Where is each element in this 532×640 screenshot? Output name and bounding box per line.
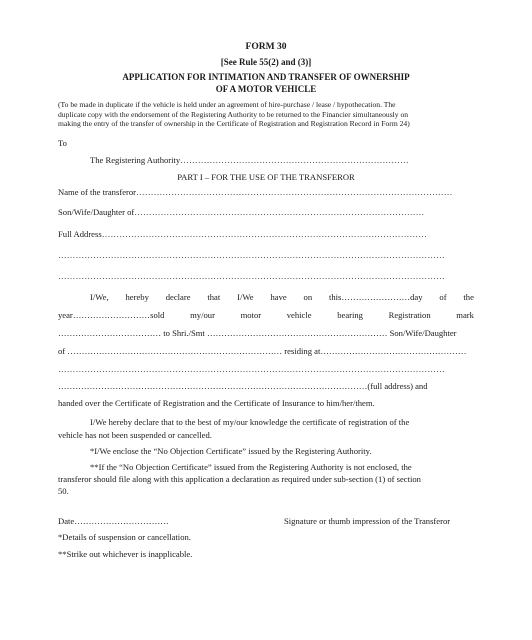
noc-not-enclosed-line-1: **If the “No Objection Certificate” issued from the Registering Authority is not enclosed, the: [90, 462, 412, 472]
decl-word: I/We: [237, 292, 254, 302]
noc-enclosed-line: *I/We enclose the “No Objection Certificate” issued by the Registering Authority.: [90, 446, 372, 456]
decl-year-blank[interactable]: year………………………sold: [58, 310, 165, 320]
decl-word: bearing: [337, 310, 363, 320]
address-blank-line-1[interactable]: ……………………………………………………………………………………………………………………: [58, 250, 445, 260]
form-note-line2: duplicate copy with the endorsement of the Registering Authority to be returned to the Financier simultaneously on: [58, 109, 409, 119]
transferor-name-label: Name of the transferor: [58, 187, 137, 197]
footnote-suspension: *Details of suspension or cancellation.: [58, 532, 191, 542]
form-note-line3: making the entry of the transfer of ownership in the Certificate of Registration and Registration Record in Form 24): [58, 119, 410, 128]
registering-authority-label: The Registering Authority: [90, 155, 181, 165]
declaration-line-3[interactable]: ……………………………… to Shri./Smt ……………………………………………………… Son/Wife/Daughter: [58, 328, 457, 338]
relation-label: Son/Wife/Daughter of: [58, 207, 135, 217]
registering-authority-blank[interactable]: ……………………………………………………………………: [180, 155, 409, 165]
noc-not-enclosed-line-2: transferor should file along with this application a declaration as required under sub-section (1) of section: [58, 474, 421, 484]
declaration-line-4[interactable]: of ………………………………………………………………… residing at……………………………………………: [58, 346, 467, 356]
form-note-line1: (To be made in duplicate if the vehicle is held under an agreement of hire-purchase / lease / hypothecation. The: [58, 100, 396, 109]
relation-blank[interactable]: ………………………………………………………………………………………: [134, 207, 425, 217]
decl-word: I/We,: [90, 292, 109, 302]
decl-word: my/our: [190, 310, 215, 320]
declaration-line-2: [58, 310, 474, 321]
full-address-line: [58, 229, 474, 240]
date-field[interactable]: Date……………………………: [58, 516, 169, 526]
decl-date-blank[interactable]: this……………………day: [328, 292, 423, 302]
registering-authority-line: [90, 155, 470, 166]
decl-word: motor: [240, 310, 262, 320]
decl-word: mark: [456, 310, 474, 320]
decl-word: have: [270, 292, 287, 302]
full-address-label: Full Address: [58, 229, 102, 239]
form-title-line2: OF A MOTOR VEHICLE: [215, 84, 317, 94]
address-blank-line-2[interactable]: ……………………………………………………………………………………………………………………: [58, 271, 445, 281]
decl-word: the: [463, 292, 474, 302]
best-knowledge-line-2: vehicle has not been suspended or cancelled.: [58, 430, 212, 440]
rule-reference: [See Rule 55(2) and (3)]: [220, 57, 312, 67]
decl-word: vehicle: [286, 310, 312, 320]
handed-over-line: handed over the Certificate of Registration and the Certificate of Insurance to him/her/them.: [58, 398, 375, 408]
declaration-line-1: [90, 292, 474, 303]
best-knowledge-line-1: I/We hereby declare that to the best of my/our knowledge the certificate of registration of the: [90, 417, 410, 427]
decl-word: declare: [165, 292, 191, 302]
transferor-name-line: [58, 187, 474, 198]
declaration-blank-line[interactable]: ……………………………………………………………………………………………………………………: [58, 364, 445, 374]
decl-word: that: [207, 292, 221, 302]
declaration-full-address[interactable]: ………………………………………………………………………………………………(full address) and: [58, 381, 428, 391]
to-label: To: [58, 138, 67, 148]
decl-word: of: [439, 292, 447, 302]
signature-label: Signature or thumb impression of the Transferor: [284, 516, 451, 526]
part-heading: PART I – FOR THE USE OF THE TRANSFEROR: [177, 172, 355, 182]
relation-line: [58, 207, 474, 218]
form-number: FORM 30: [245, 42, 287, 52]
decl-word: Registration: [388, 310, 431, 320]
form-title-line1: APPLICATION FOR INTIMATION AND TRANSFER OF OWNERSHIP: [122, 72, 410, 82]
decl-word: hereby: [125, 292, 149, 302]
decl-word: on: [303, 292, 313, 302]
noc-not-enclosed-line-3: 50.: [58, 486, 69, 496]
transferor-name-blank[interactable]: ………………………………………………………………………………………………: [136, 187, 453, 197]
full-address-blank[interactable]: …………………………………………………………………………………………………: [101, 229, 428, 239]
footnote-strike-out: **Strike out whichever is inapplicable.: [58, 549, 193, 559]
